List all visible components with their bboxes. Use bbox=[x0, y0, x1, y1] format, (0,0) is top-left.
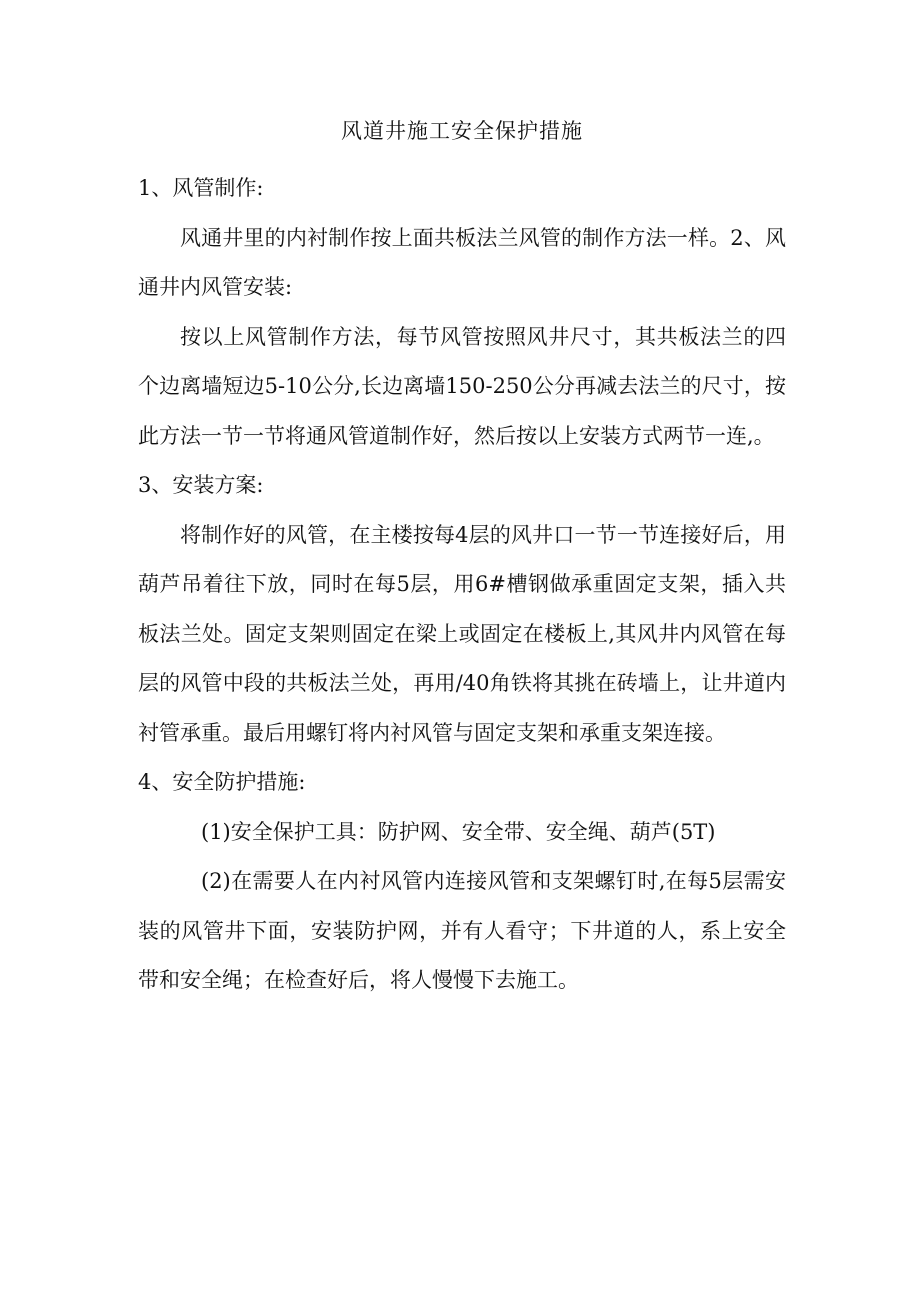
document-body bbox=[138, 112, 786, 1006]
section-heading-4: 4、安全防护措施: bbox=[138, 770, 306, 794]
paragraph-3: 将制作好的风管，在主楼按每4层的风井口一节一节连接好后，用葫芦吊着往下放，同时在每5层，用6#槽钢做承重固定支架，插入共板法兰处。固定支架则固定在梁上或固定在楼板上,其风井内风管在每层的风管中段的共板法兰处，再用/40角铁将其挑在砖墙上，让井道内衬管承重。最后用螺钉将内衬风管与固定支架和承重支架连接。 bbox=[138, 522, 786, 745]
section-heading-3: 3、安装方案: bbox=[138, 473, 264, 497]
paragraph-1: 风通井里的内衬制作按上面共板法兰风管的制作方法一样。2、风通井内风管安装: bbox=[138, 225, 786, 299]
list-item-1: (1)安全保护工具：防护网、安全带、安全绳、葫芦(5T) bbox=[201, 819, 716, 844]
list-item-2: (2)在需要人在内衬风管内连接风管和支架螺钉时,在每5层需安装的风管井下面，安装防护网，并有人看守；下井道的人，系上安全带和安全绳；在检查好后，将人慢慢下去施工。 bbox=[138, 869, 786, 992]
section-heading-1: 1、风管制作: bbox=[138, 176, 264, 200]
document-title: 风道井施工安全保护措施 bbox=[341, 119, 583, 143]
paragraph-2: 按以上风管制作方法，每节风管按照风井尺寸，其共板法兰的四个边离墙短边5-10公分,长边离墙150-250公分再减去法兰的尺寸，按此方法一节一节将通风管道制作好，然后按以上安装方式两节一连,。 bbox=[138, 324, 786, 448]
